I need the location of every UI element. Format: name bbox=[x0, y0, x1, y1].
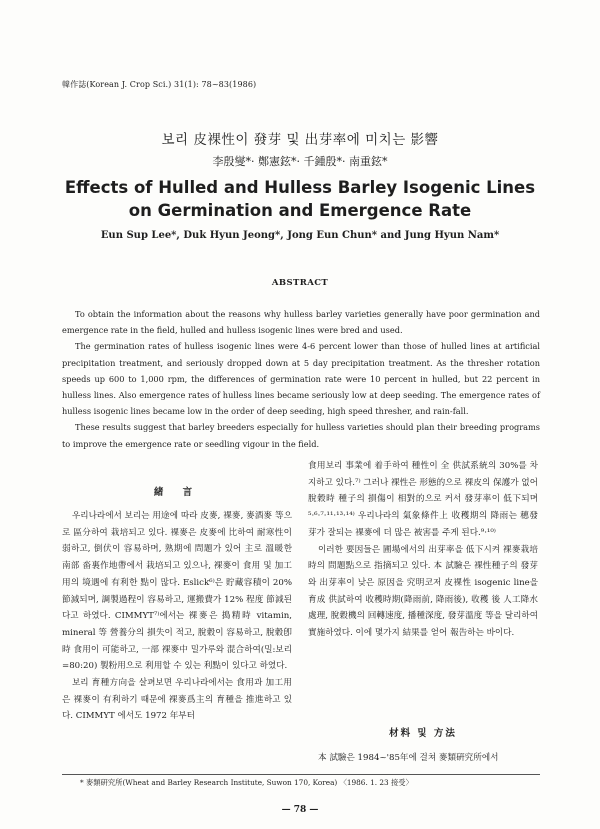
introduction-paragraph: 보리 育種方向을 살펴보면 우리나라에서는 食用과 加工用은 裸麥이 有利하기 때문에 裸麥爲主의 育種을 推進하고 있다. CIMMYT 에서도 1972 年부터 bbox=[62, 678, 292, 722]
authors-english: Eun Sup Lee*, Duk Hyun Jeong*, Jong Eun Chun* and Jung Hyun Nam* bbox=[100, 230, 500, 241]
methods-column bbox=[308, 750, 538, 767]
right-column-paragraph: 食用보리 事業에 着手하여 種性이 全 供試系統의 30%를 차지하고 있다.⁷⁾ 그러나 裸性은 形態的으로 裸皮의 保護가 없어 脫穀時 種子의 損傷이 相對的으로 커서 發芽率이 低下되며⁵·⁶·⁷·¹¹·¹³·¹⁴⁾ 우리나라의 氣象條件上 收穫期의 降雨는 穗發芽가 잘되는 裸麥에 더 많은 被害를 주게 된다.⁹·¹⁰⁾ bbox=[308, 461, 538, 538]
authors-korean: 李殷燮*· 鄭憲鉉*· 千鍾殷*· 南重鉉* bbox=[212, 155, 388, 168]
journal-citation: 韓作誌(Korean J. Crop Sci.) 31(1): 78~83(1986) bbox=[62, 80, 257, 89]
methods-paragraph: 本 試驗은 1984~'85年에 걸쳐 麥類硏究所에서 bbox=[318, 753, 499, 763]
abstract-body bbox=[62, 306, 540, 452]
abstract-paragraph: The germination rates of hulless isogenic lines were 4-6 percent lower than those of hulled lines at artificial precipitation treatment, and seriously dropped down at 5 day precipitation treatment. As the thresher rotation speeds up 600 to 1,000 rpm, the differences of germination rate were 10 percent in hulled, but 22 percent in hulless lines. Also emergence rates of hulless lines became seriously low at deep seeding. The emergence rates of hulless isogenic lines became low in the order of deep seeding, high speed thresher, and rain-fall. bbox=[62, 341, 540, 417]
methods-heading: 材料 및 方法 bbox=[389, 728, 457, 739]
footnote-divider bbox=[62, 774, 540, 775]
right-column bbox=[308, 458, 538, 642]
right-column-paragraph: 이러한 要因들은 圃場에서의 出芽率을 低下시켜 裸麥栽培時의 問題點으로 指摘되고 있다. 本 試驗은 裸性種子의 發芽와 出芽率이 낮은 原因을 究明코저 皮裸性 isogenic line을 育成 供試하여 收穫時期(降雨前, 降雨後), 收穫 後 人工降水處理, 脫穀機의 回轉速度, 播種深度, 發芽溫度 等을 달리하여 實施하였다. 이에 몇가지 結果를 얻어 報告하는 바이다. bbox=[308, 544, 538, 639]
title-english-line2: on Germination and Emergence Rate bbox=[128, 201, 472, 220]
title-english-line1: Effects of Hulled and Hulless Barley Isogenic Lines bbox=[64, 178, 536, 197]
title-english bbox=[0, 176, 600, 222]
footnote: * 麥類硏究所(Wheat and Barley Research Institute, Suwon 170, Korea) 〈1986. 1. 23 接受〉 bbox=[80, 778, 413, 787]
abstract-paragraph: To obtain the information about the reasons why hulless barley varieties generally have poor germination and emergence rate in the field, hulled and hulless isogenic lines were bred and used. bbox=[62, 309, 540, 336]
title-korean: 보리 皮裸性이 發芽 및 出芽率에 미치는 影響 bbox=[161, 132, 439, 148]
abstract-heading: ABSTRACT bbox=[271, 278, 329, 288]
introduction-heading: 緒 言 bbox=[153, 487, 201, 498]
introduction-column bbox=[62, 508, 292, 725]
introduction-paragraph: 우리나라에서 보리는 用途에 따라 皮麥, 裸麥, 麥酒麥 等으로 區分하여 栽培되고 있다. 裸麥은 皮麥에 比하여 耐寒性이 弱하고, 倒伏이 容易하며, 熟期에 問題가 있어 主로 溫暖한 南部 畓裏作地帶에서 栽培되고 있으나, 裸麥이 食用 및 加工用의 境遇에 有利한 點이 많다. Eslick⁶⁾은 貯藏容積이 20% 節減되며, 調製過程이 容易하고, 運搬費가 12% 程度 節減된다고 하였다. CIMMYT⁷⁾에서는 裸麥은 搗精時 vitamin, mineral 等 營養分의 損失이 적고, 脫穀이 容易하고, 脫穀卽時 食用이 可能하고, 一部 裸麥中 밀가루와 混合하여(밀:보리=80:20) 製粉用으로 利用할 수 있는 利點이 있다고 하였다. bbox=[62, 511, 292, 672]
page-number: — 78 — bbox=[281, 805, 319, 815]
abstract-paragraph: These results suggest that barley breeders especially for hulless varieties should plan their breeding programs to improve the emergence rate or seedling vigour in the field. bbox=[62, 422, 540, 449]
